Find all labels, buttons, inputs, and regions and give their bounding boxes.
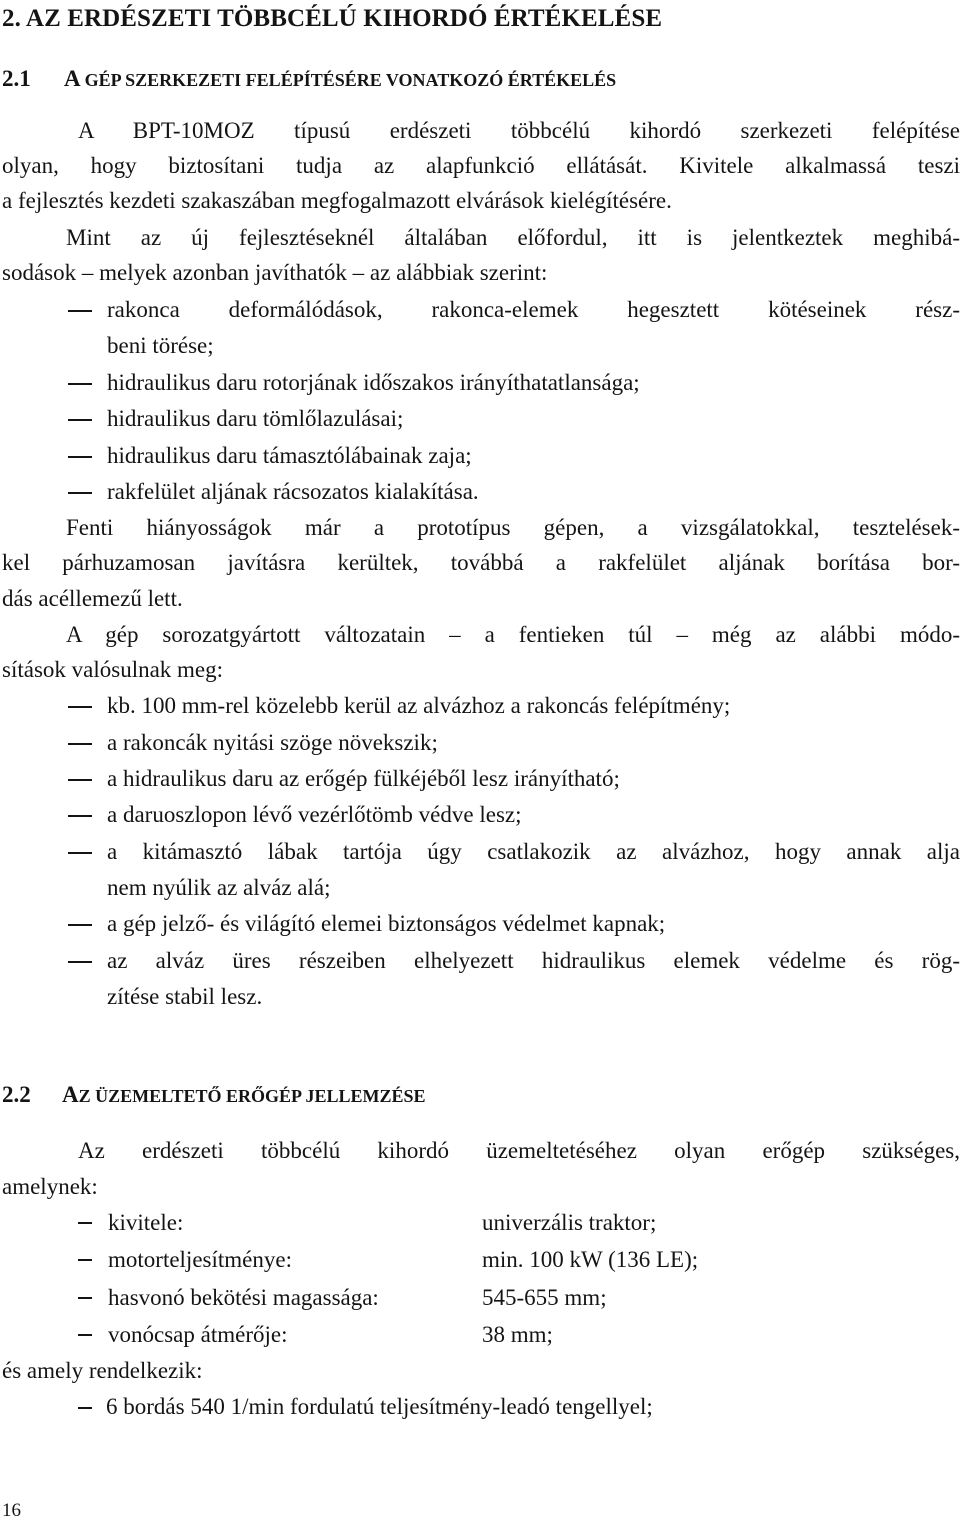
section-title-initial: A	[64, 66, 81, 91]
list-item: kb. 100 mm-rel közelebb kerül az alvázhoz a rakoncás felépítmény;	[107, 693, 731, 718]
section-title-initial: A	[62, 1082, 79, 1107]
spec-value: 545-655 mm;	[482, 1285, 607, 1310]
list-dash	[78, 1259, 92, 1261]
list-dash	[68, 383, 92, 385]
section-heading-2-2	[2, 1080, 426, 1113]
paragraph-line: a fejlesztés kezdeti szakaszában megfogalmazott elvárások kielégítésére.	[2, 188, 672, 213]
paragraph-line: olyan, hogy biztosítani tudja az alapfunkció ellátását. Kivitele alkalmassá teszi	[2, 153, 960, 178]
list-dash	[68, 706, 92, 708]
list-item: a hidraulikus daru az erőgép fülkéjéből lesz irányítható;	[107, 766, 620, 791]
list-dash	[68, 456, 92, 458]
list-item: a gép jelző- és világító elemei biztonságos védelmet kapnak;	[107, 911, 666, 936]
list-dash	[68, 924, 92, 926]
list-dash	[68, 852, 92, 854]
list-dash	[68, 492, 92, 494]
list-item: az alváz üres részeiben elhelyezett hidraulikus elemek védelme és rög-	[107, 948, 960, 973]
list-item: hidraulikus daru támasztólábainak zaja;	[107, 443, 472, 468]
paragraph-line: kel párhuzamosan javításra kerültek, továbbá a rakfelület aljának borítása bor-	[2, 550, 960, 575]
list-item: rakonca deformálódások, rakonca-elemek hegesztett kötéseinek rész-	[107, 297, 960, 322]
spec-key: vonócsap átmérője:	[108, 1322, 288, 1347]
list-item: a rakoncák nyitási szöge növekszik;	[107, 730, 438, 755]
list-dash	[68, 743, 92, 745]
spec-value: 38 mm;	[482, 1322, 553, 1347]
paragraph-line: Fenti hiányosságok már a prototípus gépen, a vizsgálatokkal, tesztelések-	[66, 515, 960, 540]
chapter-heading: 2. AZ ERDÉSZETI TÖBBCÉLÚ KIHORDÓ ÉRTÉKELÉSE	[2, 5, 663, 32]
list-item-continuation: zítése stabil lesz.	[107, 984, 263, 1009]
section-title: GÉP SZERKEZETI FELÉPÍTÉSÉRE VONATKOZÓ ÉRTÉKELÉS	[84, 70, 617, 90]
paragraph-line: és amely rendelkezik:	[2, 1358, 203, 1383]
list-item: a daruoszlopon lévő vezérlőtömb védve lesz;	[107, 802, 522, 827]
spec-key: hasvonó bekötési magassága:	[108, 1285, 379, 1310]
section-heading-2-1	[2, 64, 616, 97]
list-dash	[68, 961, 92, 963]
list-item: a kitámasztó lábak tartója úgy csatlakozik az alvázhoz, hogy annak alja	[107, 839, 960, 864]
paragraph-line: Az erdészeti többcélú kihordó üzemeltetéséhez olyan erőgép szükséges,	[78, 1138, 960, 1163]
list-item-continuation: nem nyúlik az alváz alá;	[107, 875, 331, 900]
section-number: 2.1	[2, 66, 31, 91]
list-item: rakfelület aljának rácsozatos kialakítása.	[107, 479, 479, 504]
list-dash	[78, 1222, 92, 1224]
paragraph-line: sodások – melyek azonban javíthatók – az alábbiak szerint:	[2, 260, 548, 285]
list-dash	[68, 779, 92, 781]
paragraph-line: sítások valósulnak meg:	[2, 657, 224, 682]
section-number: 2.2	[2, 1082, 31, 1107]
section-title: Z ÜZEMELTETŐ ERŐGÉP JELLEMZÉSE	[78, 1086, 426, 1106]
list-dash	[78, 1297, 92, 1299]
list-dash	[68, 419, 92, 421]
list-dash	[78, 1334, 92, 1336]
spec-value: univerzális traktor;	[482, 1210, 657, 1235]
list-dash	[68, 310, 92, 312]
list-item-continuation: beni törése;	[107, 333, 214, 358]
spec-value: min. 100 kW (136 LE);	[482, 1247, 699, 1272]
list-item: hidraulikus daru tömlőlazulásai;	[107, 406, 404, 431]
page-number: 16	[2, 1500, 21, 1521]
paragraph-line: amelynek:	[2, 1174, 98, 1199]
paragraph-line: Mint az új fejlesztéseknél általában előfordul, itt is jelentkeztek meghibá-	[66, 225, 960, 250]
list-dash	[68, 815, 92, 817]
paragraph-line: A BPT-10MOZ típusú erdészeti többcélú kihordó szerkezeti felépítése	[78, 118, 960, 143]
list-item: hidraulikus daru rotorjának időszakos irányíthatatlansága;	[107, 370, 640, 395]
paragraph-line: dás acéllemezű lett.	[2, 586, 183, 611]
spec-key: motorteljesítménye:	[108, 1247, 292, 1272]
list-dash	[78, 1407, 92, 1409]
list-item: 6 bordás 540 1/min fordulatú teljesítmény-leadó tengellyel;	[106, 1394, 653, 1419]
spec-key: kivitele:	[108, 1210, 184, 1235]
paragraph-line: A gép sorozatgyártott változatain – a fentieken túl – még az alábbi módo-	[66, 622, 960, 647]
